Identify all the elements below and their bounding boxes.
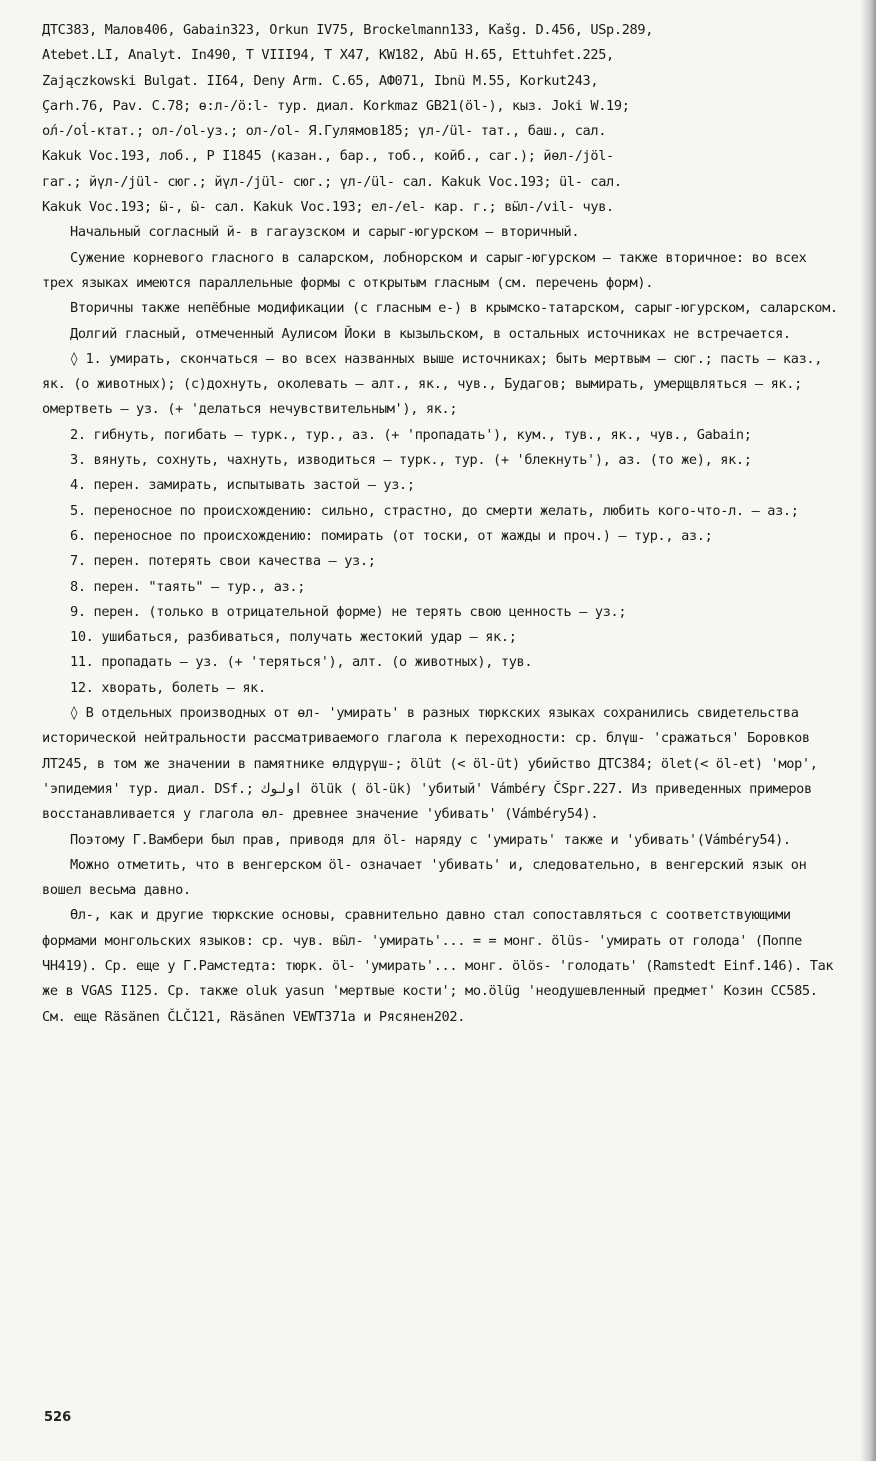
document-body (42, 18, 842, 1030)
meaning-item: 5. переносное по происхождению: сильно, страстно, до смерти желать, любить кого-что-л. – аз.; (70, 502, 799, 519)
paragraph: Можно отметить, что в венгерском öl- означает 'убивать' и, следовательно, в венгерский язык он вошел весьма давно. (42, 856, 807, 899)
meaning-item: 2. гибнуть, погибать – турк., тур., аз. (+ 'пропадать'), кум., тув., як., чув., Gabain; (70, 426, 752, 443)
paragraph: Өл-, как и другие тюркские основы, сравнительно давно стал сопоставляться с соответствующими формами монгольских языков: ср. чув. вӹл- 'умирать'... = = монг. ölüs- 'умирать от голода' (Поппе ЧН419). Ср. еще у Г.Рамстедта: тюрк. öl- 'умирать'... монг. ölös- 'голодать' (Ramstedt Einf.146). Так же в VGAS I125. Ср. также oluk yasun 'мертвые кости'; мо.ölüg 'неодушевленный предмет' Козин СС585. См. еще Räsänen ČLČ121, Räsänen VEWT371a и Рясянен202. (42, 907, 834, 1025)
paragraph: Долгий гласный, отмеченный Аулисом Йоки в кызыльском, в остальных источниках не встречается. (70, 325, 791, 342)
paragraph: Начальный согласный й- в гагаузском и сарыг-югурском – вторичный. (70, 224, 580, 241)
paragraph: Вторичны также непёбные модификации (с гласным е-) в крымско-татарском, сарыг-югурском, саларском. (70, 300, 838, 317)
text-line: гаг.; йүл-/jül- сюг.; йүл-/jül- сюг.; үл-/ül- сал. Kakuk Voc.193; ül- сал. (42, 173, 622, 190)
paragraph: Сужение корневого гласного в саларском, лобнорском и сарыг-югурском – также вторичное: во всех трех языках имеются параллельные формы с открытым гласным (см. перечень форм). (42, 249, 807, 291)
text-line: Çarh.76, Pav. C.78; ө:л-/ö:l- тур. диал. Korkmaz GB21(öl-), кыз. Joki W.19; (42, 97, 630, 114)
scan-edge (860, 0, 876, 1461)
paragraph: Поэтому Г.Вамбери был прав, приводя для öl- наряду с 'умирать' также и 'убивать'(Vámbéry54). (70, 831, 791, 848)
meaning-item: 8. перен. "таять" – тур., аз.; (70, 578, 306, 595)
meaning-item: 7. перен. потерять свои качества – уз.; (70, 553, 376, 570)
text-line: Zajączkowski Bulgat. II64, Deny Arm. C.65, АФ071, Ibnü M.55, Korkut243, (42, 72, 599, 89)
meaning-item: 10. ушибаться, разбиваться, получать жестокий удар – як.; (70, 629, 517, 646)
text-line: Kakuk Voc.193, лоб., P I1845 (казан., бар., тоб., койб., саг.); йөл-/jöl- (42, 148, 614, 165)
meaning-item: 6. переносное по происхождению: помирать (от тоски, от жажды и проч.) – тур., аз.; (70, 527, 713, 544)
meaning-item: 4. перен. замирать, испытывать застой – уз.; (70, 477, 415, 494)
page-number: 526 (44, 1410, 72, 1425)
meaning-item: 9. перен. (только в отрицательной форме) не терять свою ценность – уз.; (70, 603, 627, 620)
meaning-item: 11. пропадать – уз. (+ 'теряться'), алт. (о животных), тув. (70, 654, 533, 671)
text-line: Atebet.LI, Analyt. In490, T VIII94, T X47, KW182, Abū H.65, Ettuhfet.225, (42, 47, 614, 64)
meaning-item: 3. вянуть, сохнуть, чахнуть, изводиться – турк., тур. (+ 'блекнуть'), аз. (то же), як.; (70, 452, 752, 469)
text-line: ДТС383, Малов406, Gabain323, Orkun IV75, Brockelmann133, Kašg. D.456, USp.289, (42, 22, 654, 38)
paragraph: ◊ В отдельных производных от өл- 'умирать' в разных тюркских языках сохранились свидетельства исторической нейтральности рассматриваемого глагола к переходности: ср. блүш- 'сражаться' Боровков ЛТ245, в том же значении в памятнике өлдүрүш-; ölüt (< öl-üt) убийство ДТС384; ölet(< öl-et) 'мор', 'эпидемия' тур. диал. DSf.; اولوك ölük ( öl-ük) 'убитый' Vámbéry ČSpr.227. Из приведенных примеров восстанавливается у глагола өл- древнее значение 'убивать' (Vámbéry54). (42, 705, 818, 823)
meaning-item: 12. хворать, болеть – як. (70, 679, 266, 696)
text-line: ол́-/oĺ-ктат.; ол-/ol-уз.; ол-/ol- Я.Гулямов185; үл-/ül- тат., баш., сал. (42, 123, 607, 140)
text-line: Kakuk Voc.193; ӹ-, ӹ- сал. Kakuk Voc.193; ел-/el- кар. г.; вӹл-/vil- чув. (42, 199, 614, 216)
meaning-item: ◊ 1. умирать, скончаться – во всех названных выше источниках; быть мертвым – сюг.; пасть – каз., як. (о животных); (с)дохнуть, околевать – алт., як., чув., Будагов; вымирать, умерщвляться – як.; омертветь – уз. (+ 'делаться нечувствительным'), як.; (42, 350, 823, 418)
